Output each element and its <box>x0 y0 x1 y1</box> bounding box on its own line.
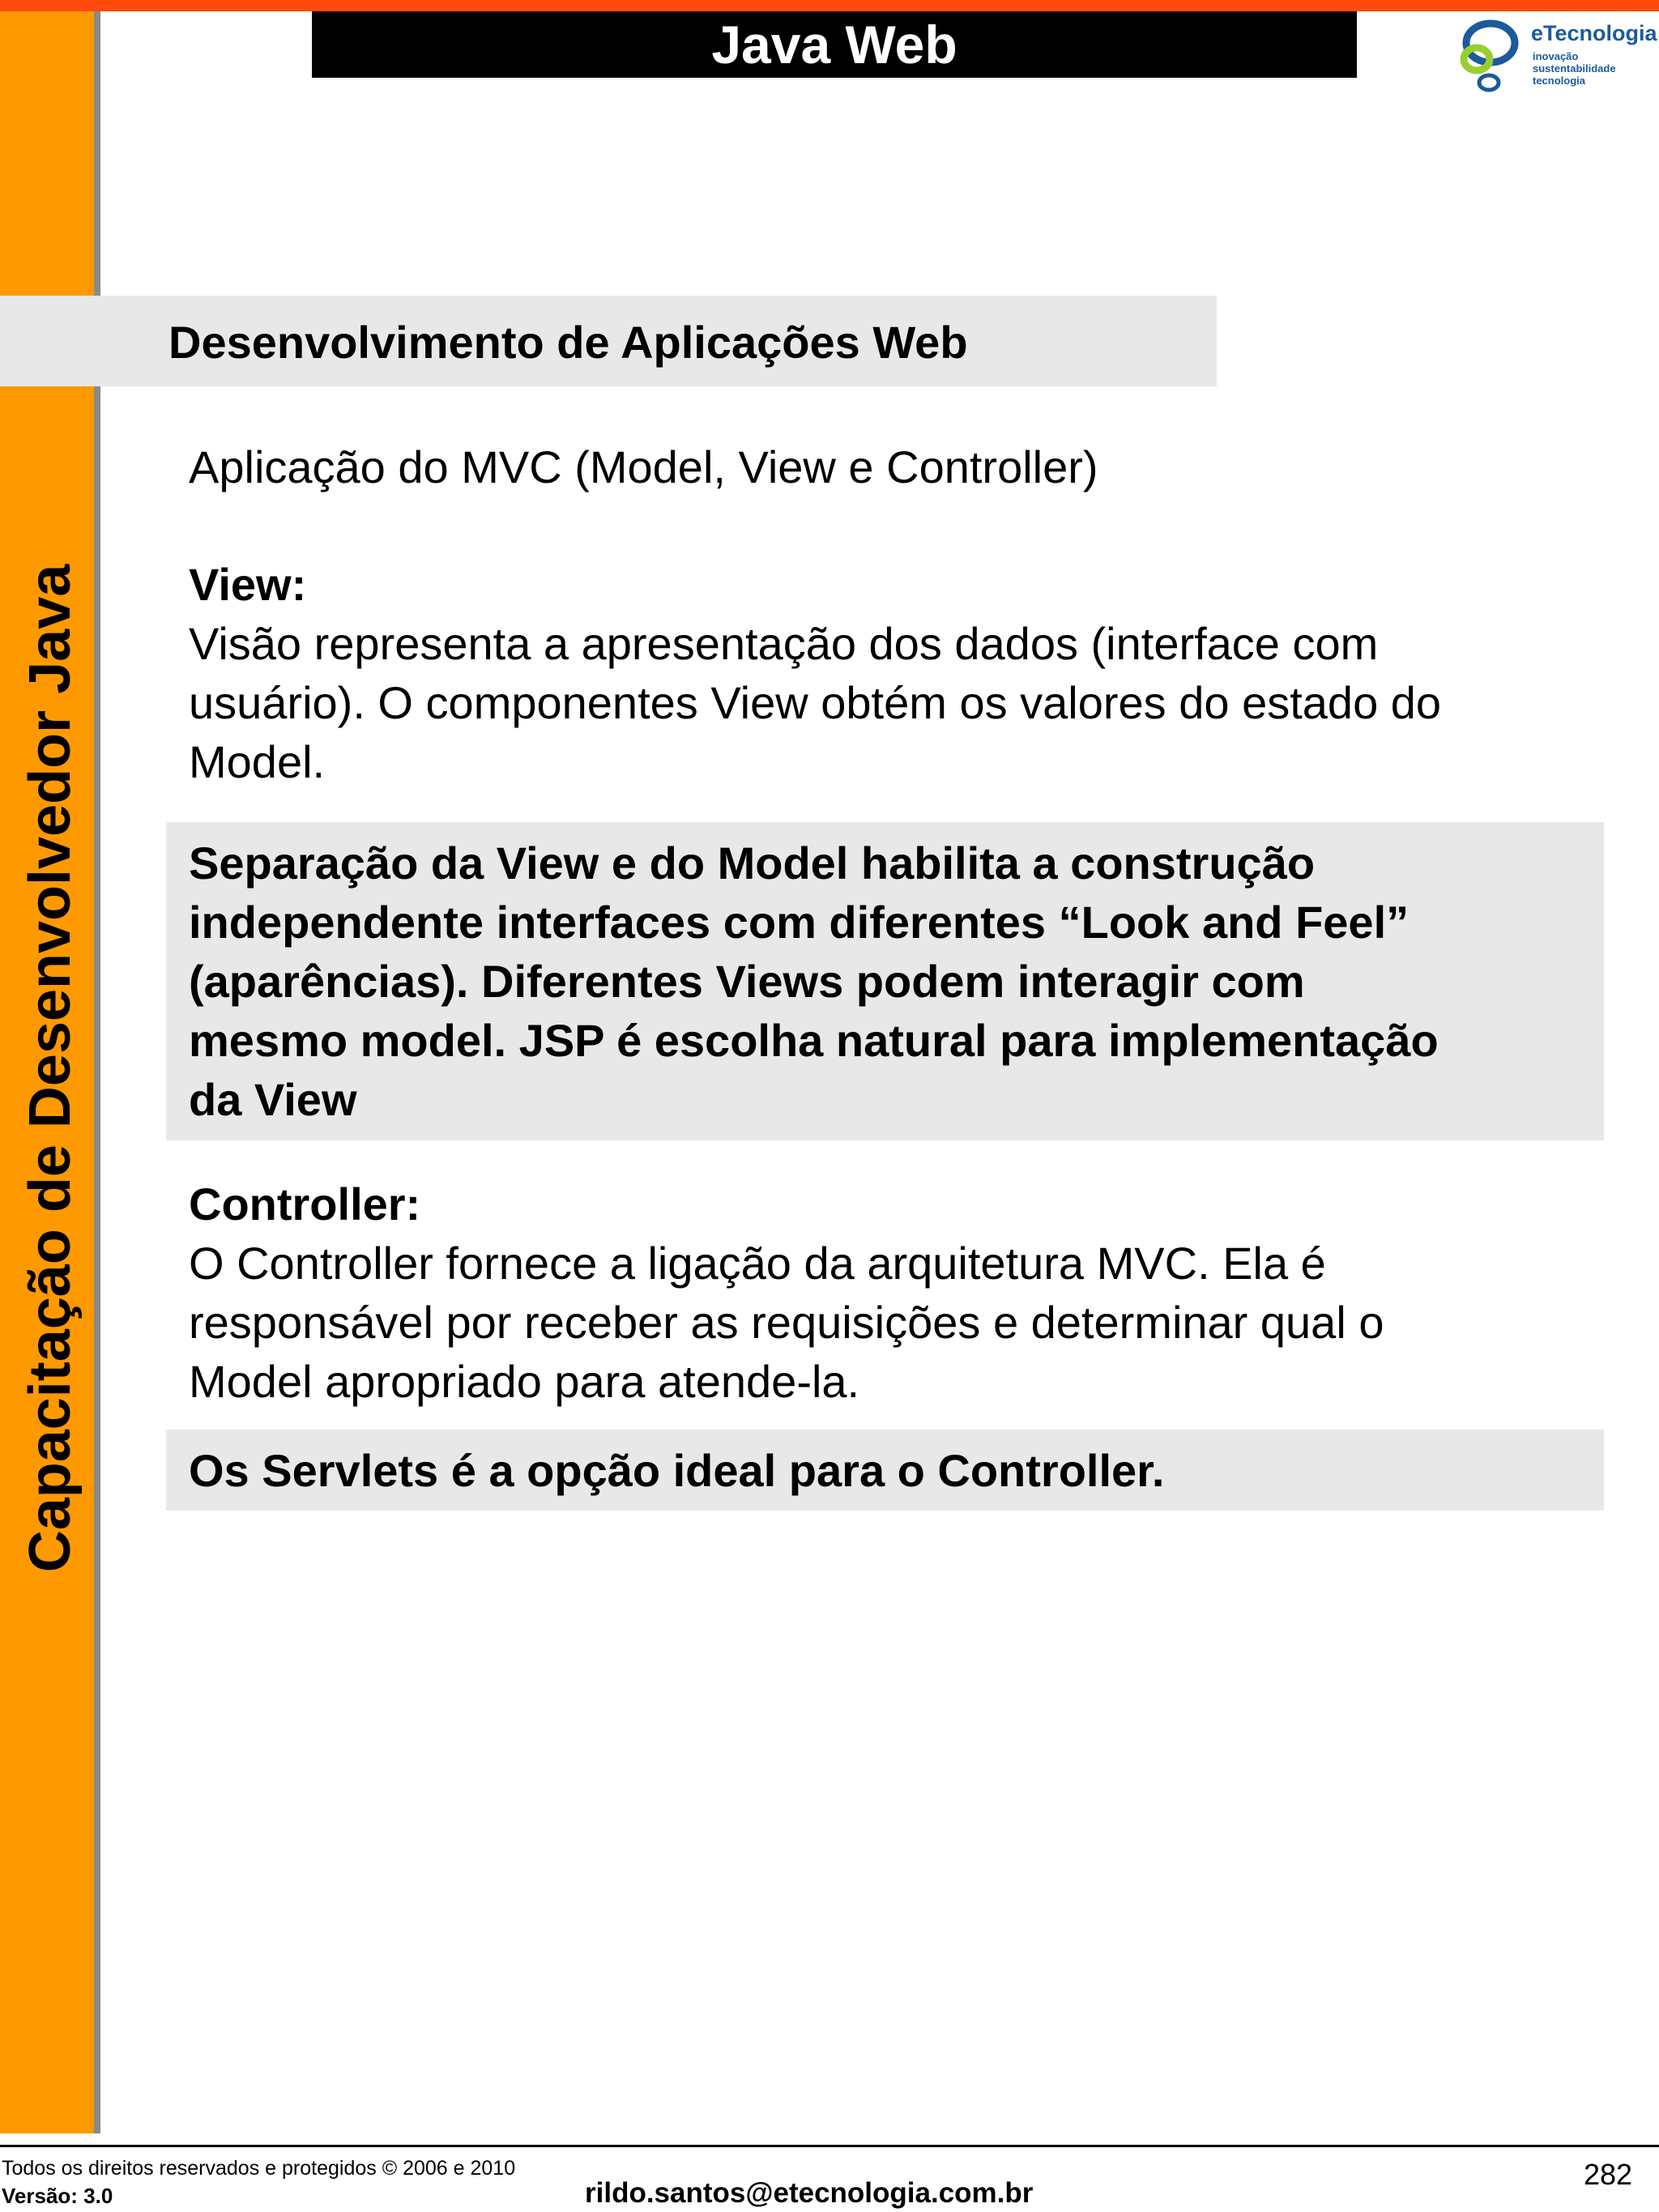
view-section <box>189 555 1614 791</box>
logo-tagline-2: sustentabilidade <box>1533 62 1616 75</box>
logo-tagline-1: inovação <box>1533 50 1579 62</box>
intro-text: Aplicação do MVC (Model, View e Controller) <box>189 441 1098 492</box>
top-accent-strip <box>0 0 1659 11</box>
section-heading: Desenvolvimento de Aplicações Web <box>168 317 968 368</box>
controller-label: Controller: <box>189 1178 421 1230</box>
view-note-line-2: independente interfaces com diferentes “Look and Feel” <box>189 897 1410 948</box>
view-note-line-5: da View <box>189 1074 357 1125</box>
footer-email: rildo.santos@etecnologia.com.br <box>585 2177 1034 2209</box>
controller-note-callout <box>166 1430 1604 1511</box>
controller-section <box>189 1174 1614 1411</box>
view-line-1: Visão representa a apresentação dos dados (interface com <box>189 618 1379 669</box>
page-title: Java Web <box>312 11 1357 78</box>
footer-copyright: Todos os direitos reservados e protegidos © 2006 e 2010 <box>2 2157 516 2180</box>
controller-note: Os Servlets é a opção ideal para o Controller. <box>189 1445 1165 1496</box>
view-note-line-4: mesmo model. JSP é escolha natural para implementação <box>189 1015 1439 1066</box>
sidebar-title: Capacitação de Desenvolvedor Java <box>18 564 83 1573</box>
logo-tagline-3: tecnologia <box>1533 75 1586 87</box>
controller-line-2: responsável por receber as requisições e determinar qual o <box>189 1297 1384 1348</box>
view-line-2: usuário). O componentes View obtém os valores do estado do <box>189 677 1442 728</box>
view-line-3: Model. <box>189 736 326 787</box>
logo-rings-icon <box>1450 15 1531 96</box>
view-label: View: <box>189 559 307 610</box>
controller-line-1: O Controller fornece a ligação da arquitetura MVC. Ela é <box>189 1238 1326 1289</box>
view-note-line-1: Separação da View e do Model habilita a construção <box>189 837 1316 889</box>
page-number: 282 <box>1584 2158 1633 2191</box>
view-note-callout <box>166 822 1604 1140</box>
footer-divider <box>0 2145 1659 2147</box>
logo-name: eTecnologia <box>1531 21 1657 45</box>
etecnologia-logo <box>1450 15 1659 96</box>
view-note-line-3: (aparências). Diferentes Views podem interagir com <box>189 956 1305 1007</box>
controller-line-3: Model apropriado para atende-la. <box>189 1356 860 1407</box>
footer-version: Versão: 3.0 <box>2 2184 113 2208</box>
